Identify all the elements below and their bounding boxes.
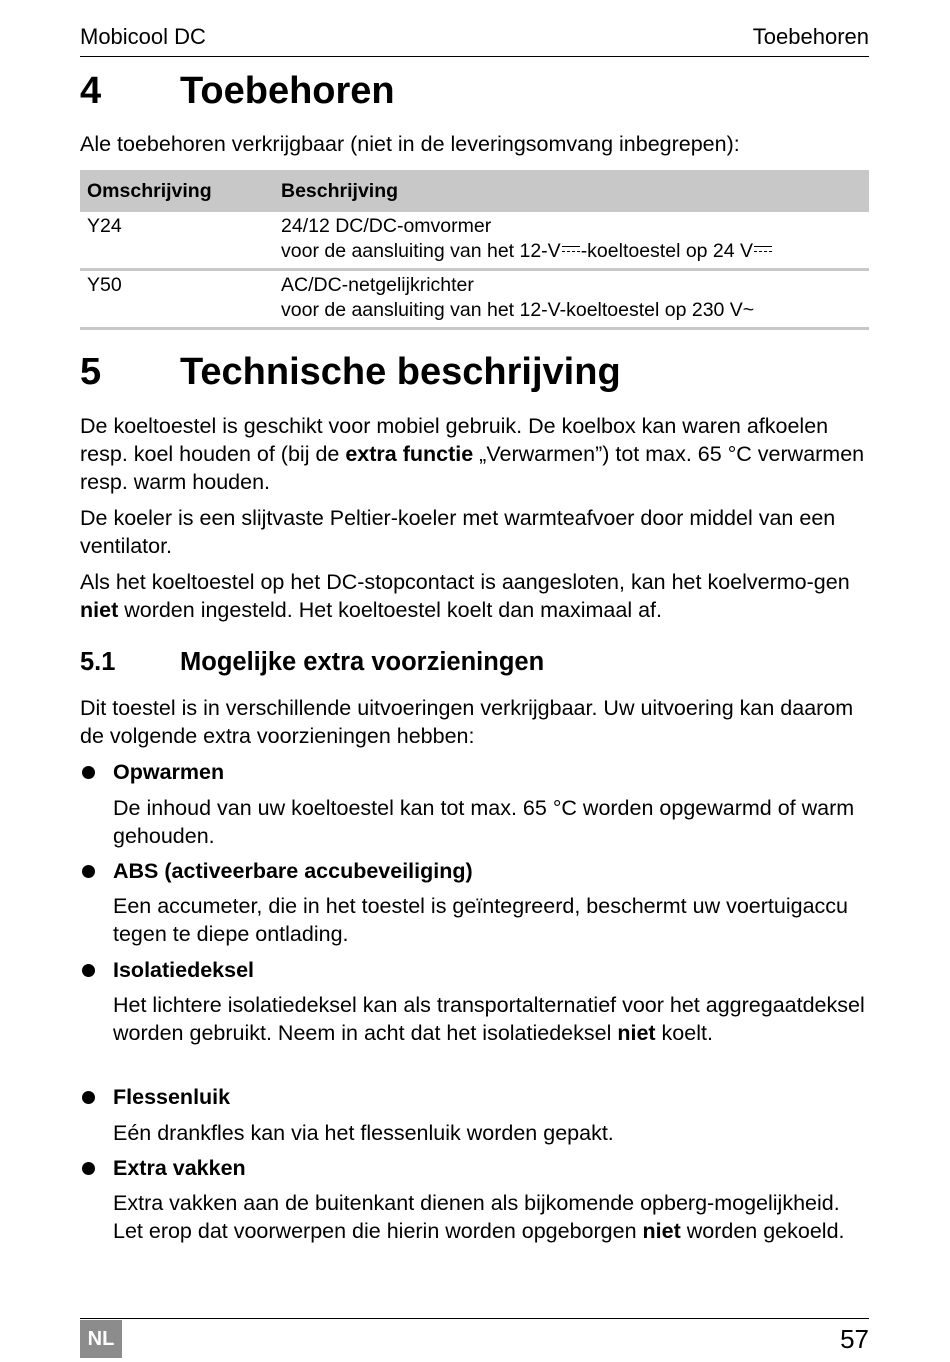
description-line: 24/12 DC/DC-omvormer	[281, 215, 492, 237]
bullet-icon	[82, 766, 95, 779]
list-item-title: Extra vakken	[113, 1156, 246, 1180]
column-header-code: Omschrijving	[80, 170, 274, 212]
dc-symbol-icon	[561, 244, 581, 256]
list-item-description: Extra vakken aan de buitenkant dienen als bijkomende opberg-mogelijkheid. Let erop dat voorwerpen die hierin worden opgeborgen niet worden gekoeld.	[113, 1191, 845, 1243]
language-tab: NL	[80, 1320, 122, 1358]
list-item-description: De inhoud van uw koeltoestel kan tot max. 65 °C worden opgewarmd of warm gehouden.	[113, 796, 855, 848]
description-text: -koeltoestel op 24 V	[580, 240, 754, 262]
paragraph-text: Als het koeltoestel op het DC-stopcontact is aangesloten, kan het koelvermo-gen	[80, 570, 850, 594]
paragraph-emphasis: niet	[80, 598, 119, 622]
section-5-1-number: 5.1	[80, 648, 116, 676]
description-line: AC/DC-netgelijkrichter	[281, 274, 474, 296]
technical-paragraph-1	[80, 412, 869, 496]
list-item-title: Opwarmen	[113, 760, 225, 784]
list-item-title: Isolatiedeksel	[113, 958, 255, 982]
table-cell-code: Y24	[80, 212, 274, 270]
running-header	[80, 24, 869, 57]
table-cell-code: Y50	[80, 270, 274, 329]
bullet-icon	[82, 865, 95, 878]
section-4-title: Toebehoren	[180, 70, 395, 112]
list-item-title: ABS (activeerbare accubeveiliging)	[113, 859, 473, 883]
bullet-icon	[82, 964, 95, 977]
list-item-title: Flessenluik	[113, 1085, 231, 1109]
bullet-icon	[82, 1091, 95, 1104]
bullet-icon	[82, 1162, 95, 1175]
description-text: voor de aansluiting van het 12-V	[281, 240, 561, 262]
header-section-name: Toebehoren	[752, 24, 869, 49]
page-number: 57	[840, 1324, 869, 1354]
table-cell-description	[274, 270, 869, 329]
section-4-number: 4	[80, 70, 102, 112]
options-intro: Dit toestel is in verschillende uitvoeringen verkrijgbaar. Uw uitvoering kan daarom de volgende extra voorzieningen hebben:	[80, 696, 854, 748]
accessories-intro: Ale toebehoren verkrijgbaar (niet in de leveringsomvang inbegrepen):	[80, 132, 740, 156]
list-item-description: Een accumeter, die in het toestel is geïntegreerd, beschermt uw voertuigaccu tegen te diepe ontlading.	[113, 894, 848, 946]
section-5-1-title: Mogelijke extra voorzieningen	[180, 648, 545, 676]
dc-symbol-icon	[753, 244, 773, 256]
table-header-row	[80, 170, 869, 212]
paragraph-text: De koeltoestel is geschikt voor mobiel gebruik. De koelbox kan waren afkoelen resp. koel houden of (bij de	[80, 414, 829, 466]
list-item-description: Eén drankfles kan via het flessenluik worden gepakt.	[113, 1121, 614, 1145]
section-5-title: Technische beschrijving	[180, 351, 621, 393]
technical-paragraph-2: De koeler is een slijtvaste Peltier-koeler met warmteafvoer door middel van een ventilator.	[80, 506, 836, 558]
manual-page	[80, 0, 869, 1362]
technical-paragraph-3	[80, 568, 869, 624]
paragraph-text: worden ingesteld. Het koeltoestel koelt dan maximaal af.	[118, 598, 663, 622]
paragraph-emphasis: extra functie	[345, 442, 474, 466]
list-item-description: Het lichtere isolatiedeksel kan als transportalternatief voor het aggregaatdeksel worden gebruikt. Neem in acht dat het isolatiedeksel niet koelt.	[113, 993, 865, 1045]
table-row	[80, 212, 869, 270]
table-cell-description	[274, 212, 869, 270]
description-line	[281, 239, 869, 264]
paragraph-text: „Verwarmen”) tot max. 65 °C verwarmen resp. warm houden.	[80, 442, 865, 494]
header-product-name: Mobicool DC	[80, 24, 206, 49]
section-5-number: 5	[80, 351, 102, 393]
accessories-table	[80, 170, 869, 330]
table-row	[80, 270, 869, 329]
description-line: voor de aansluiting van het 12-V-koeltoestel op 230 V~	[281, 299, 755, 321]
footer-rule	[80, 1318, 869, 1319]
column-header-description: Beschrijving	[274, 170, 869, 212]
